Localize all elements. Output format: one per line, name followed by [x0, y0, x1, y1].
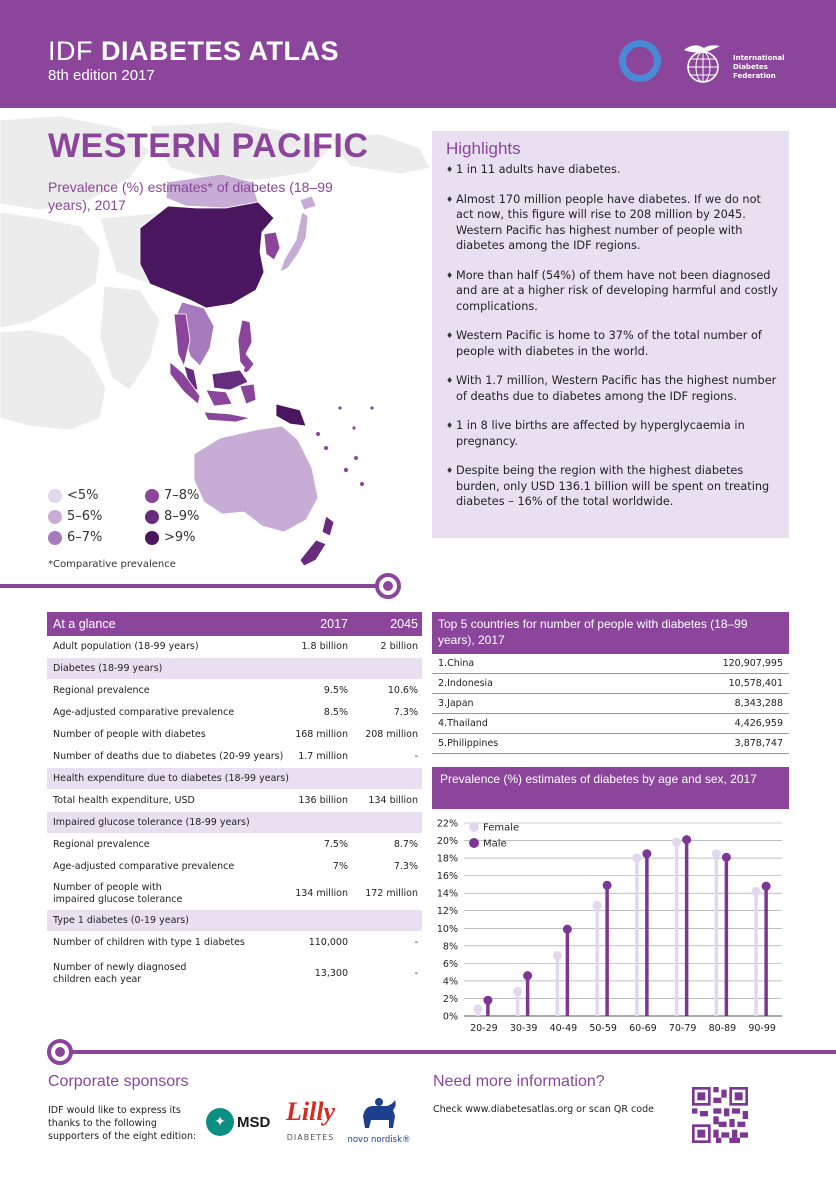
- legend-item: <5%: [48, 488, 99, 503]
- highlight-item: ♦ Western Pacific is home to 37% of the total number of people with diabetes in the world.: [446, 328, 779, 359]
- y-tick-label: 0%: [442, 1011, 458, 1023]
- y-tick-label: 4%: [442, 976, 458, 988]
- table-row: 3.Japan 8,343,288: [432, 694, 789, 714]
- x-tick-label: 90-99: [748, 1023, 776, 1034]
- table-section-row: Impaired glucose tolerance (18-99 years): [47, 812, 422, 834]
- legend-swatch: [48, 489, 62, 503]
- male-bar-cap: [642, 849, 651, 858]
- x-tick-label: 80-89: [708, 1023, 737, 1034]
- table-row: Regional prevalence 9.5% 10.6%: [47, 680, 422, 702]
- x-tick-label: 40-49: [549, 1023, 578, 1034]
- section-divider: [0, 584, 380, 588]
- male-bar-cap: [603, 881, 612, 890]
- map-china: [140, 202, 274, 308]
- info-title: Need more information?: [433, 1073, 605, 1090]
- region-title: WESTERN PACIFIC: [48, 127, 369, 165]
- legend-male-swatch: [469, 838, 479, 848]
- y-tick-label: 2%: [442, 993, 458, 1005]
- highlight-item: ♦ With 1.7 million, Western Pacific has the highest number of deaths due to diabetes among the IDF regions.: [446, 373, 779, 404]
- map-thailand: [174, 314, 190, 366]
- map-indonesia: [170, 362, 256, 422]
- age-sex-bar-chart: [432, 813, 789, 1038]
- chart-title: Prevalence (%) estimates of diabetes by age and sex, 2017: [432, 767, 789, 809]
- glance-header: [47, 612, 422, 636]
- top5-title: Top 5 countries for number of people with diabetes (18–99 years), 2017: [432, 612, 789, 654]
- y-tick-label: 10%: [436, 923, 458, 935]
- glance-title: At a glance: [53, 617, 116, 631]
- edition-label: 8th edition 2017: [48, 67, 155, 84]
- male-bar-cap: [523, 971, 532, 980]
- y-tick-label: 12%: [436, 906, 458, 918]
- table-row: Number of newly diagnosed children each year 13,300 -: [47, 954, 422, 994]
- legend-swatch: [48, 531, 62, 545]
- legend-swatch: [145, 489, 159, 503]
- map-papua-new-guinea: [276, 404, 306, 426]
- qr-code-icon[interactable]: [692, 1087, 748, 1143]
- male-bar-cap: [762, 882, 771, 891]
- highlights-panel: [432, 131, 789, 538]
- table-row: Adult population (18-99 years) 1.8 billion 2 billion: [47, 636, 422, 658]
- female-bar-cap: [553, 951, 562, 960]
- y-tick-label: 22%: [436, 818, 458, 830]
- table-row: 4.Thailand 4,426,959: [432, 714, 789, 734]
- table-row: Number of children with type 1 diabetes 110,000 -: [47, 932, 422, 954]
- legend-item: 5–6%: [48, 509, 102, 524]
- y-tick-label: 16%: [436, 871, 458, 883]
- highlight-item: ♦ Despite being the region with the highest diabetes burden, only USD 136.1 billion will be spent on treating diabetes – 16% of the total worldwide.: [446, 463, 779, 510]
- highlight-item: ♦ 1 in 11 adults have diabetes.: [446, 162, 779, 178]
- male-bar-cap: [682, 835, 691, 844]
- map-malaysia: [184, 366, 248, 390]
- section-divider: [70, 1050, 836, 1054]
- legend-male-label: Male: [483, 838, 507, 850]
- table-section-row: Health expenditure due to diabetes (18-99 years): [47, 768, 422, 790]
- table-row: Age-adjusted comparative prevalence 8.5% 7.3%: [47, 702, 422, 724]
- highlight-item: ♦ 1 in 8 live births are affected by hyperglycaemia in pregnancy.: [446, 418, 779, 449]
- novo-nordisk-logo: novo nordisk®: [346, 1096, 412, 1145]
- legend-female-swatch: [469, 822, 479, 832]
- legend-swatch: [145, 531, 159, 545]
- idf-org-name: International Diabetes Federation: [733, 54, 785, 80]
- sponsors-text: IDF would like to express its thanks to the following supporters of the eight edition:: [48, 1105, 197, 1142]
- map-australia: [194, 426, 318, 532]
- table-row: 5.Philippines 3,878,747: [432, 734, 789, 754]
- header-banner: [0, 0, 836, 108]
- highlight-item: ♦ Almost 170 million people have diabetes. If we do not act now, this figure will rise to 208 million by 2045. Western Pacific has highest number of people with diabetes among the IDF regions.: [446, 192, 779, 254]
- y-tick-label: 18%: [436, 853, 458, 865]
- table-row: Number of deaths due to diabetes (20-99 years) 1.7 million -: [47, 746, 422, 768]
- lilly-logo: Lilly DIABETES: [286, 1097, 336, 1142]
- idf-logo: [680, 40, 726, 86]
- x-tick-label: 50-59: [589, 1023, 617, 1034]
- y-tick-label: 8%: [442, 941, 458, 953]
- male-bar-cap: [483, 996, 492, 1005]
- table-row: Number of people with diabetes 168 million 208 million: [47, 724, 422, 746]
- female-bar-cap: [752, 887, 761, 896]
- blue-circle-logo: [619, 40, 661, 82]
- msd-logo: ✦ MSD: [206, 1108, 270, 1136]
- table-row: 2.Indonesia 10,578,401: [432, 674, 789, 694]
- x-tick-label: 70-79: [668, 1023, 697, 1034]
- x-tick-label: 30-39: [509, 1023, 538, 1034]
- table-row: Regional prevalence 7.5% 8.7%: [47, 834, 422, 856]
- female-bar-cap: [672, 838, 681, 847]
- table-row: Total health expenditure, USD 136 billion 134 billion: [47, 790, 422, 812]
- legend-female-label: Female: [483, 822, 520, 834]
- atlas-title: IDF DIABETES ATLAS: [48, 36, 340, 66]
- female-bar-cap: [593, 901, 602, 910]
- female-bar-cap: [473, 1004, 482, 1013]
- apis-bull-icon: [357, 1096, 401, 1130]
- x-tick-label: 60-69: [629, 1023, 657, 1034]
- map-philippines: [238, 320, 254, 372]
- legend-item: >9%: [145, 530, 196, 545]
- legend-item: 8–9%: [145, 509, 199, 524]
- map-footnote: *Comparative prevalence: [48, 559, 176, 570]
- map-korea: [264, 232, 280, 260]
- divider-ring-icon: [375, 573, 401, 599]
- glance-col-2017: 2017: [320, 617, 348, 631]
- table-row: 1.China 120,907,995: [432, 654, 789, 674]
- y-tick-label: 20%: [436, 836, 458, 848]
- highlights-title: Highlights: [446, 139, 521, 158]
- map-caption: Prevalence (%) estimates* of diabetes (18–99 years), 2017: [48, 179, 333, 213]
- legend-item: 6–7%: [48, 530, 102, 545]
- table-row: Age-adjusted comparative prevalence 7% 7.3%: [47, 856, 422, 878]
- x-tick-label: 20-29: [470, 1023, 498, 1034]
- top5-table: [432, 612, 789, 754]
- legend-swatch: [48, 510, 62, 524]
- glance-col-2045: 2045: [390, 617, 418, 631]
- highlight-item: ♦ More than half (54%) of them have not been diagnosed and are at a higher risk of developing harmful and costly complications.: [446, 268, 779, 315]
- msd-mark-icon: ✦: [206, 1108, 234, 1136]
- legend-item: 7–8%: [145, 488, 199, 503]
- info-text: Check www.diabetesatlas.org or scan QR code: [433, 1104, 654, 1115]
- y-tick-label: 6%: [442, 958, 458, 970]
- sponsors-title: Corporate sponsors: [48, 1073, 189, 1090]
- at-a-glance-table: [47, 612, 422, 994]
- table-section-row: Diabetes (18-99 years): [47, 658, 422, 680]
- table-row: Number of people with impaired glucose tolerance 134 million 172 million: [47, 878, 422, 910]
- female-bar-cap: [513, 987, 522, 996]
- male-bar-cap: [563, 925, 572, 934]
- female-bar-cap: [712, 849, 721, 858]
- y-tick-label: 14%: [436, 888, 458, 900]
- female-bar-cap: [632, 854, 641, 863]
- map-new-zealand: [300, 516, 334, 566]
- male-bar-cap: [722, 853, 731, 862]
- legend-swatch: [145, 510, 159, 524]
- table-section-row: Type 1 diabetes (0-19 years): [47, 910, 422, 932]
- chart-panel: [432, 767, 789, 809]
